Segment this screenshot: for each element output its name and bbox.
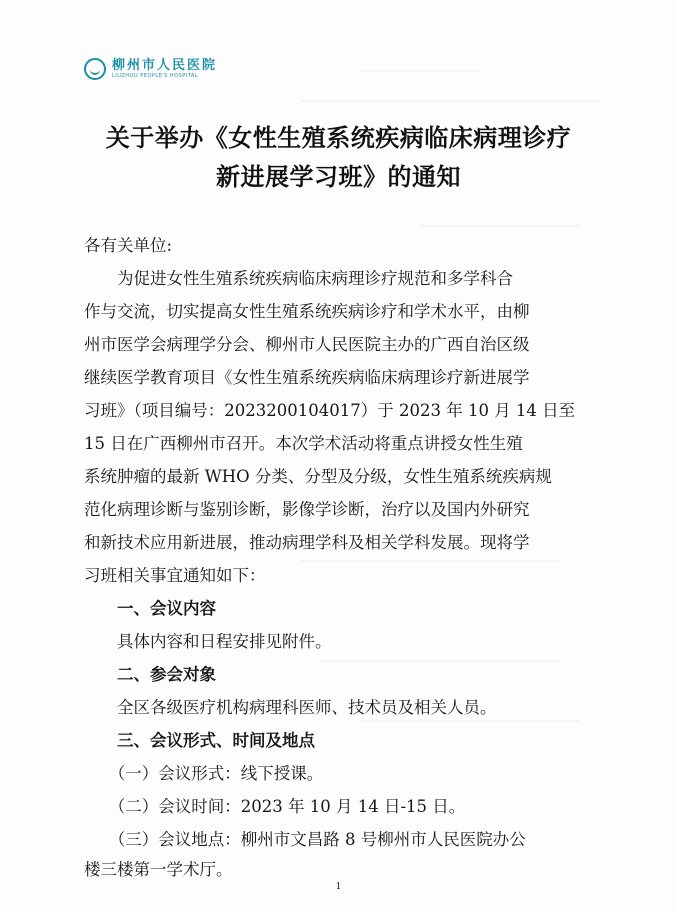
body-line: 为促进女性生殖系统疾病临床病理诊疗规范和多学科合 [84, 269, 513, 288]
hospital-logo [112, 59, 217, 79]
body-line: 和新技术应用新进展，推动病理学科及相关学科发展。现将学 [84, 533, 530, 552]
document-title-line-1: 关于举办《女性生殖系统疾病临床病理诊疗 [105, 124, 572, 152]
body-line: 州市医学会病理学分会、柳州市人民医院主办的广西自治区级 [84, 335, 530, 354]
section-heading-participants: 二、参会对象 [84, 665, 216, 684]
body-line: 习班》（项目编号：2023200104017）于 2023 年 10 月 14 日至 [84, 401, 576, 420]
body-line: 15 日在广西柳州市召开。本次学术活动将重点讲授女性生殖 [84, 434, 523, 453]
page-number: 1 [335, 882, 342, 892]
section-heading-content: 一、会议内容 [84, 599, 216, 618]
document-title-line-2: 新进展学习班》的通知 [216, 163, 461, 191]
body-line: 作与交流，切实提高女性生殖系统疾病诊疗和学术水平，由柳 [84, 302, 530, 321]
body-line: 继续医学教育项目《女性生殖系统疾病临床病理诊疗新进展学 [84, 368, 530, 387]
meeting-time: （二）会议时间：2023 年 10 月 14 日-15 日。 [84, 797, 466, 816]
hospital-name-en: LIUZHOU PEOPLE'S HOSPITAL [112, 73, 199, 79]
hospital-logo-icon [84, 58, 106, 80]
body-line: 范化病理诊断与鉴别诊断，影像学诊断，治疗以及国内外研究 [84, 500, 530, 519]
salutation: 各有关单位: [84, 236, 173, 255]
body-line: 系统肿瘤的最新 WHO 分类、分型及分级，女性生殖系统疾病规 [84, 467, 552, 486]
meeting-location-cont: 楼三楼第一学术厅。 [84, 860, 233, 879]
hospital-header [84, 58, 217, 80]
section-text-content: 具体内容和日程安排见附件。 [84, 632, 332, 651]
section-heading-format: 三、会议形式、时间及地点 [84, 731, 315, 750]
body-line: 习班相关事宜通知如下： [84, 566, 266, 585]
hospital-name: 柳州市人民医院 [112, 58, 218, 73]
meeting-format: （一）会议形式：线下授课。 [84, 764, 324, 783]
meeting-location: （三）会议地点：柳州市文昌路 8 号柳州市人民医院办公 [84, 830, 526, 849]
section-text-participants: 全区各级医疗机构病理科医师、技术员及相关人员。 [84, 698, 497, 717]
